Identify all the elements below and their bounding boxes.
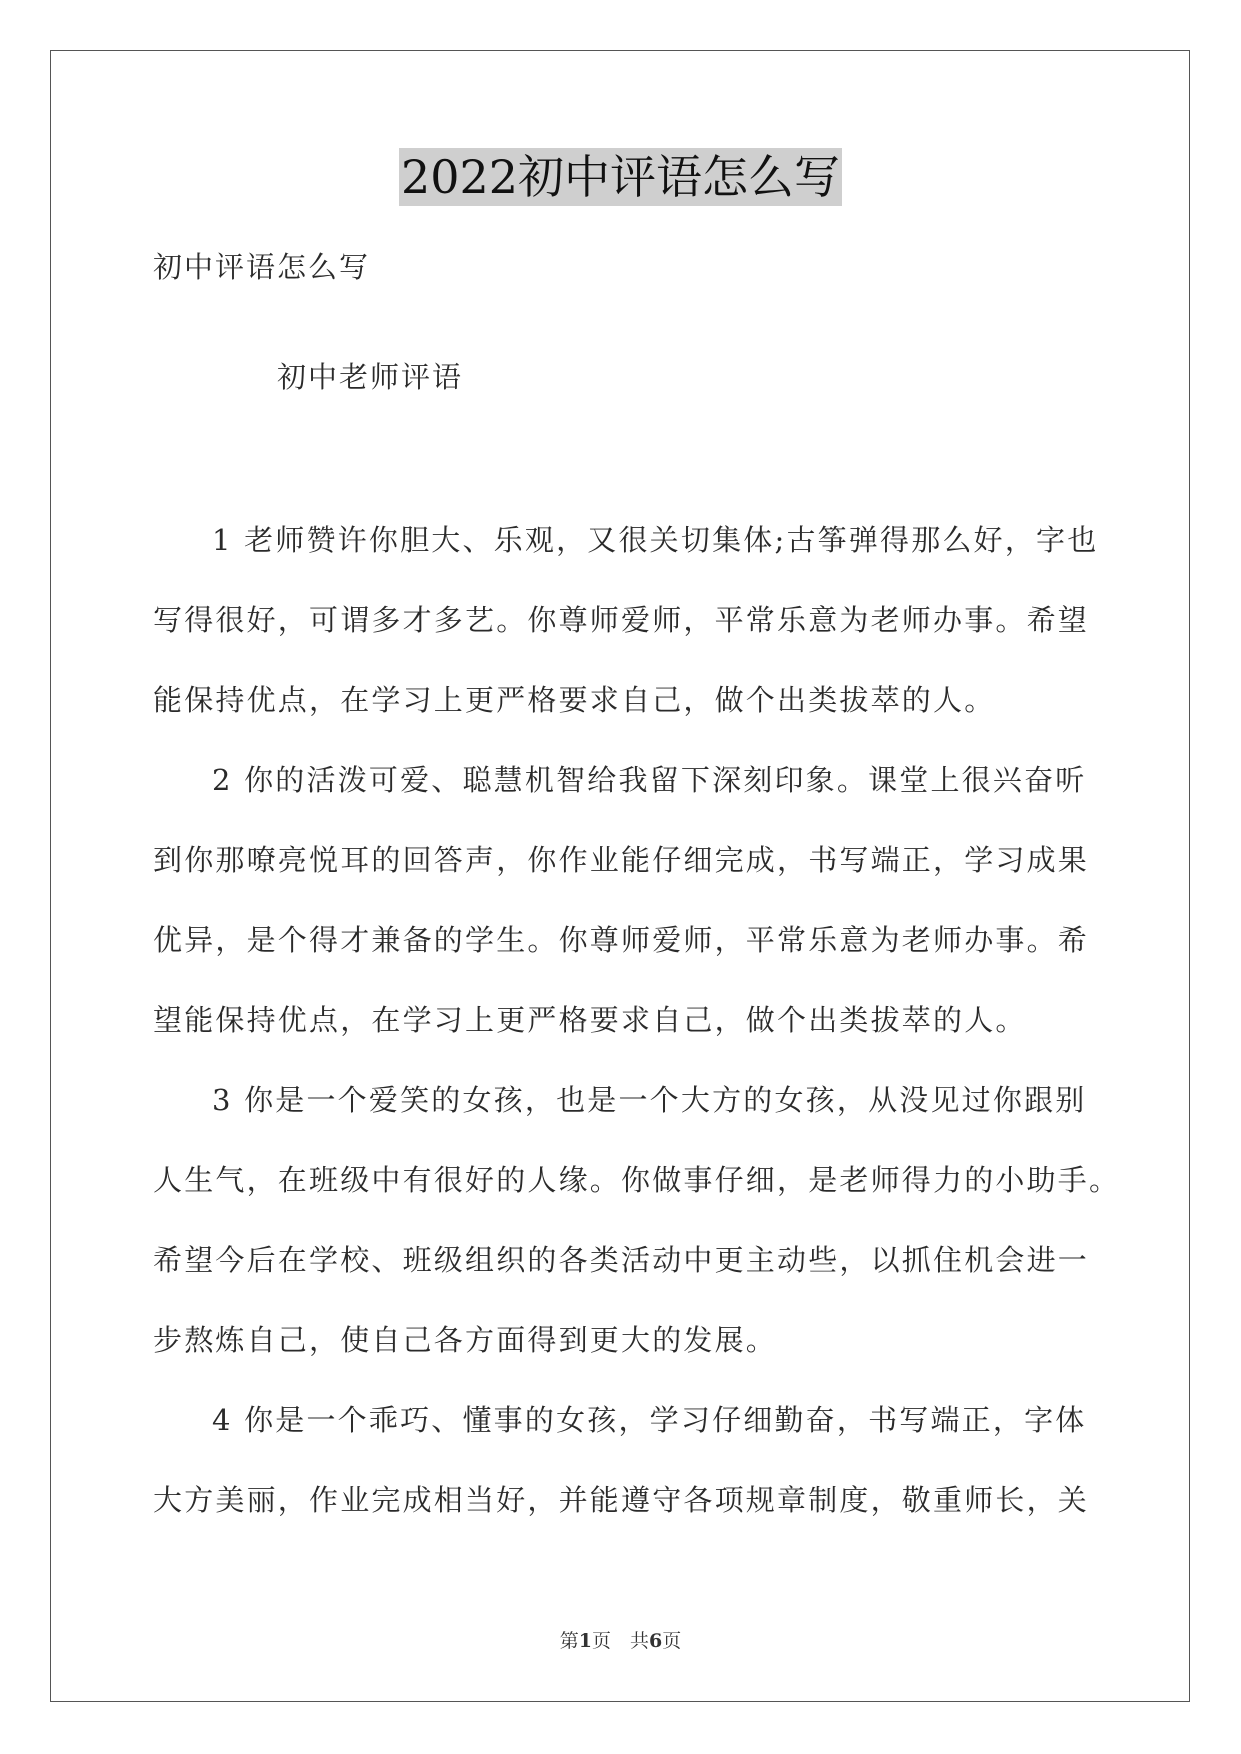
paragraph-line: 到你那嘹亮悦耳的回答声，你作业能仔细完成，书写端正，学习成果	[153, 843, 1090, 877]
footer-mid: 页 共	[591, 1630, 649, 1652]
footer-prefix: 第	[559, 1630, 579, 1652]
document-subtitle: 初中评语怎么写	[153, 250, 371, 284]
paragraph-line: 写得很好，可谓多才多艺。你尊师爱师，平常乐意为老师办事。希望	[153, 603, 1090, 637]
section-heading: 初中老师评语	[277, 360, 464, 394]
total-pages-number: 6	[649, 1630, 663, 1652]
paragraph-line: 2 你的活泼可爱、聪慧机智给我留下深刻印象。课堂上很兴奋听	[212, 763, 1087, 797]
current-page-number: 1	[578, 1630, 592, 1652]
paragraph-line: 能保持优点，在学习上更严格要求自己，做个出类拔萃的人。	[153, 683, 996, 717]
document-title: 2022初中评语怎么写	[400, 150, 841, 204]
paragraph-line: 望能保持优点，在学习上更严格要求自己，做个出类拔萃的人。	[153, 1003, 1027, 1037]
title-container	[0, 148, 1241, 206]
paragraph-line: 人生气，在班级中有很好的人缘。你做事仔细，是老师得力的小助手。	[153, 1163, 1121, 1197]
paragraph-line: 3 你是一个爱笑的女孩，也是一个大方的女孩，从没见过你跟别	[212, 1083, 1087, 1117]
paragraph-line: 优异，是个得才兼备的学生。你尊师爱师，平常乐意为老师办事。希	[153, 923, 1090, 957]
paragraph-line: 1 老师赞许你胆大、乐观，又很关切集体;古筝弹得那么好，字也	[212, 523, 1099, 557]
paragraph-line: 步熬炼自己，使自己各方面得到更大的发展。	[153, 1323, 778, 1357]
paragraph-line: 大方美丽，作业完成相当好，并能遵守各项规章制度，敬重师长，关	[153, 1483, 1090, 1517]
page-footer	[0, 1626, 1241, 1653]
paragraph-line: 4 你是一个乖巧、懂事的女孩，学习仔细勤奋，书写端正，字体	[212, 1403, 1087, 1437]
paragraph-line: 希望今后在学校、班级组织的各类活动中更主动些，以抓住机会进一	[153, 1243, 1090, 1277]
footer-suffix: 页	[662, 1630, 682, 1652]
